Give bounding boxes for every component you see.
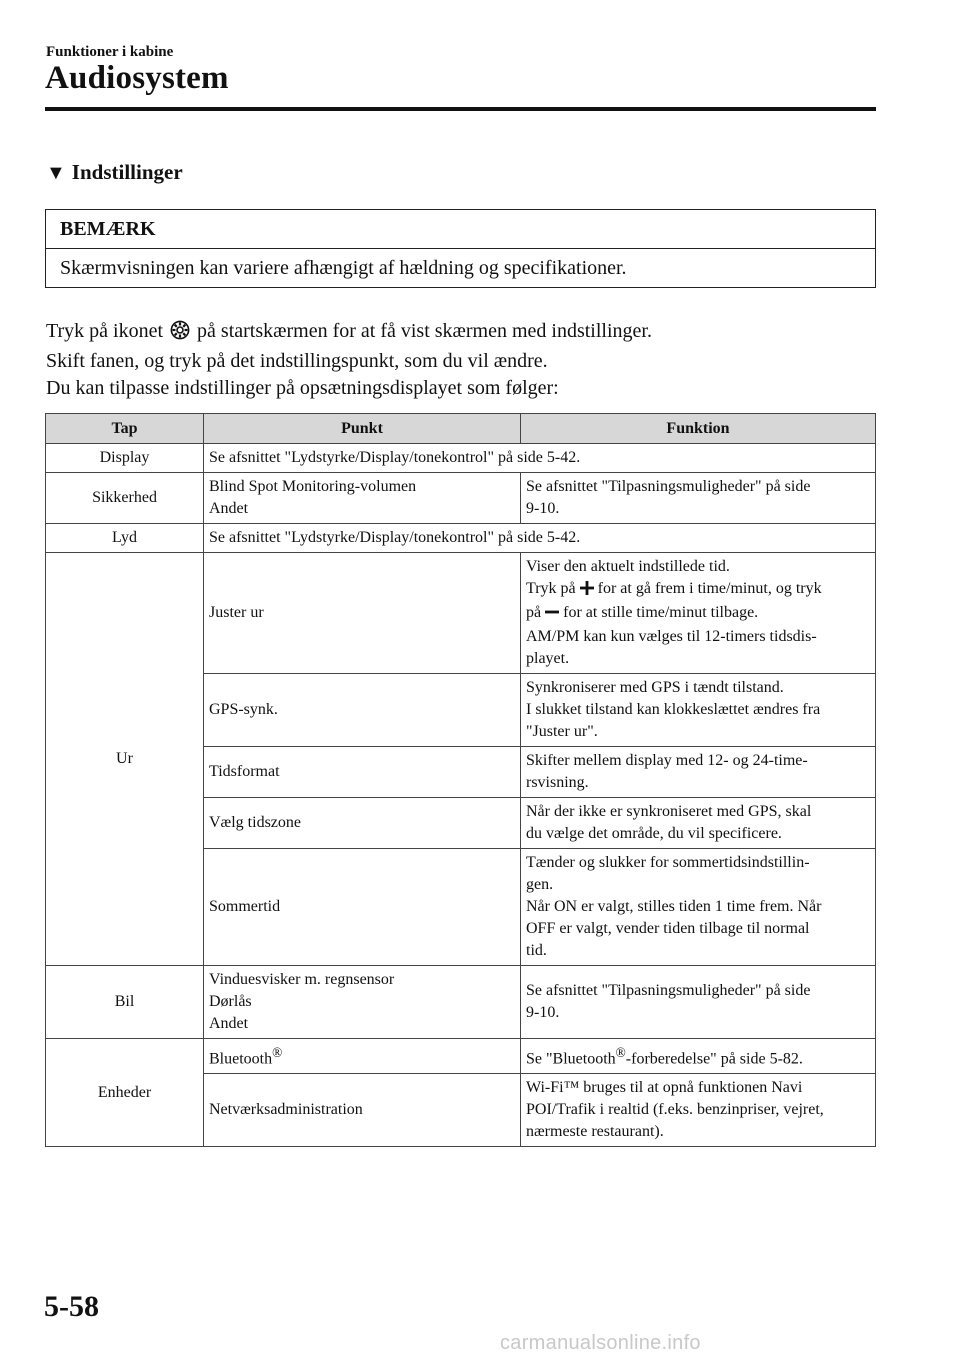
ur-item-tidszone: Vælg tidszone — [204, 798, 521, 849]
function-text: for at gå frem i time/minut, og tryk — [597, 580, 822, 597]
ur-function-juster — [521, 553, 876, 674]
table-header-row — [46, 414, 876, 444]
table-row-lyd — [46, 524, 876, 553]
function-line: 9-10. — [526, 1004, 560, 1021]
ur-function-tidszone — [521, 798, 876, 849]
tab-sikkerhed: Sikkerhed — [46, 473, 204, 524]
settings-gear-icon — [170, 320, 190, 348]
function-line: du vælge det område, du vil specificere. — [526, 825, 782, 842]
function-line — [526, 602, 870, 626]
list-item: Vinduesvisker m. regnsensor — [209, 971, 395, 988]
note-text: Skærmvisningen kan variere afhængigt af hældning og specifikationer. — [60, 257, 627, 279]
function-line: Tænder og slukker for sommertidsindstillin- — [526, 854, 810, 871]
function-line: AM/PM kan kun vælges til 12-timers tidsdis- — [526, 628, 817, 645]
subheading-title: Indstillinger — [71, 160, 183, 184]
function-line: POI/Trafik i realtid (f.eks. benzinpriser, vejret, — [526, 1101, 824, 1119]
header-function: Funktion — [521, 414, 876, 444]
function-text: -forberedelse" på side 5-82. — [625, 1050, 803, 1068]
function-line: Wi-Fi™ bruges til at opnå funktionen Navi — [526, 1079, 803, 1097]
function-text: på — [526, 604, 542, 621]
header-item: Punkt — [204, 414, 521, 444]
function-line: OFF er valgt, vender tiden tilbage til normal — [526, 920, 810, 937]
tab-lyd: Lyd — [46, 524, 204, 553]
ur-function-gps — [521, 674, 876, 747]
function-line: tid. — [526, 942, 547, 959]
chapter-title: Audiosystem — [45, 60, 229, 96]
title-rule — [45, 107, 876, 111]
watermark: carmanualsonline.info — [500, 1332, 701, 1354]
intro-text — [46, 318, 652, 402]
function-line: Synkroniserer med GPS i tændt tilstand. — [526, 679, 784, 696]
enheder-function-bluetooth — [521, 1039, 876, 1074]
page-number: 5-58 — [44, 1290, 99, 1323]
table-row-ur-juster — [46, 553, 876, 674]
table-row-bil — [46, 966, 876, 1039]
registered-mark: ® — [272, 1045, 283, 1060]
note-box — [45, 209, 876, 288]
function-line: 9-10. — [526, 500, 560, 517]
function-line: Se afsnittet "Tilpasningsmuligheder" på side — [526, 478, 811, 495]
lyd-text: Se afsnittet "Lydstyrke/Display/tonekontrol" på side 5-42. — [204, 524, 876, 553]
function-line: nærmeste restaurant). — [526, 1123, 664, 1141]
ur-item-juster: Juster ur — [204, 553, 521, 674]
function-line — [526, 578, 870, 602]
intro-line-3: Du kan tilpasse indstillinger på opsætningsdisplayet som følger: — [46, 377, 559, 399]
intro-line-1-after: på startskærmen for at få vist skærmen med indstillinger. — [197, 320, 652, 342]
intro-line-1-before: Tryk på ikonet — [46, 320, 164, 342]
function-line: Se afsnittet "Tilpasningsmuligheder" på side — [526, 982, 811, 999]
function-text: Tryk på — [526, 580, 576, 597]
function-line: Viser den aktuelt indstillede tid. — [526, 558, 730, 575]
tab-display: Display — [46, 444, 204, 473]
list-item: Blind Spot Monitoring-volumen — [209, 478, 417, 495]
function-line: I slukket tilstand kan klokkeslættet ændres fra — [526, 701, 821, 718]
bluetooth-label: Bluetooth — [209, 1050, 273, 1068]
minus-icon — [545, 604, 559, 626]
sikkerhed-function — [521, 473, 876, 524]
bil-items — [204, 966, 521, 1039]
enheder-item-netvaerk: Netværksadministration — [204, 1074, 521, 1147]
enheder-item-bluetooth — [204, 1039, 521, 1074]
function-line: Når ON er valgt, stilles tiden 1 time frem. Når — [526, 898, 822, 915]
triangle-marker-icon: ▼ — [46, 162, 66, 184]
ur-item-sommertid: Sommertid — [204, 849, 521, 966]
tab-bil: Bil — [46, 966, 204, 1039]
table-row-display — [46, 444, 876, 473]
function-text: Se "Bluetooth — [526, 1050, 616, 1068]
function-line: rsvisning. — [526, 774, 589, 791]
list-item: Andet — [209, 500, 249, 517]
function-line: Skifter mellem display med 12- og 24-time- — [526, 752, 808, 769]
section-label: Funktioner i kabine — [46, 44, 174, 60]
header-tab: Tap — [46, 414, 204, 444]
list-item: Dørlås — [209, 993, 252, 1010]
ur-item-gps: GPS-synk. — [204, 674, 521, 747]
intro-line-1 — [46, 318, 652, 348]
table-row-sikkerhed — [46, 473, 876, 524]
ur-function-tidsformat — [521, 747, 876, 798]
table-row-enheder-bluetooth — [46, 1039, 876, 1074]
subheading — [46, 160, 183, 185]
plus-icon — [580, 580, 594, 602]
ur-function-sommertid — [521, 849, 876, 966]
ur-item-tidsformat: Tidsformat — [204, 747, 521, 798]
note-title: BEMÆRK — [46, 210, 875, 249]
bil-function — [521, 966, 876, 1039]
list-item: Andet — [209, 1015, 249, 1032]
function-line: Når der ikke er synkroniseret med GPS, skal — [526, 803, 812, 820]
tab-ur: Ur — [46, 553, 204, 966]
display-text: Se afsnittet "Lydstyrke/Display/tonekontrol" på side 5-42. — [204, 444, 876, 473]
intro-line-2: Skift fanen, og tryk på det indstillingspunkt, som du vil ændre. — [46, 350, 548, 372]
enheder-function-netvaerk — [521, 1074, 876, 1147]
sikkerhed-items — [204, 473, 521, 524]
function-line: "Juster ur". — [526, 723, 598, 740]
function-line: gen. — [526, 876, 554, 893]
registered-mark: ® — [615, 1045, 626, 1060]
settings-table — [45, 413, 876, 1147]
tab-enheder: Enheder — [46, 1039, 204, 1147]
function-line: playet. — [526, 650, 570, 667]
function-text: for at stille time/minut tilbage. — [563, 604, 759, 621]
